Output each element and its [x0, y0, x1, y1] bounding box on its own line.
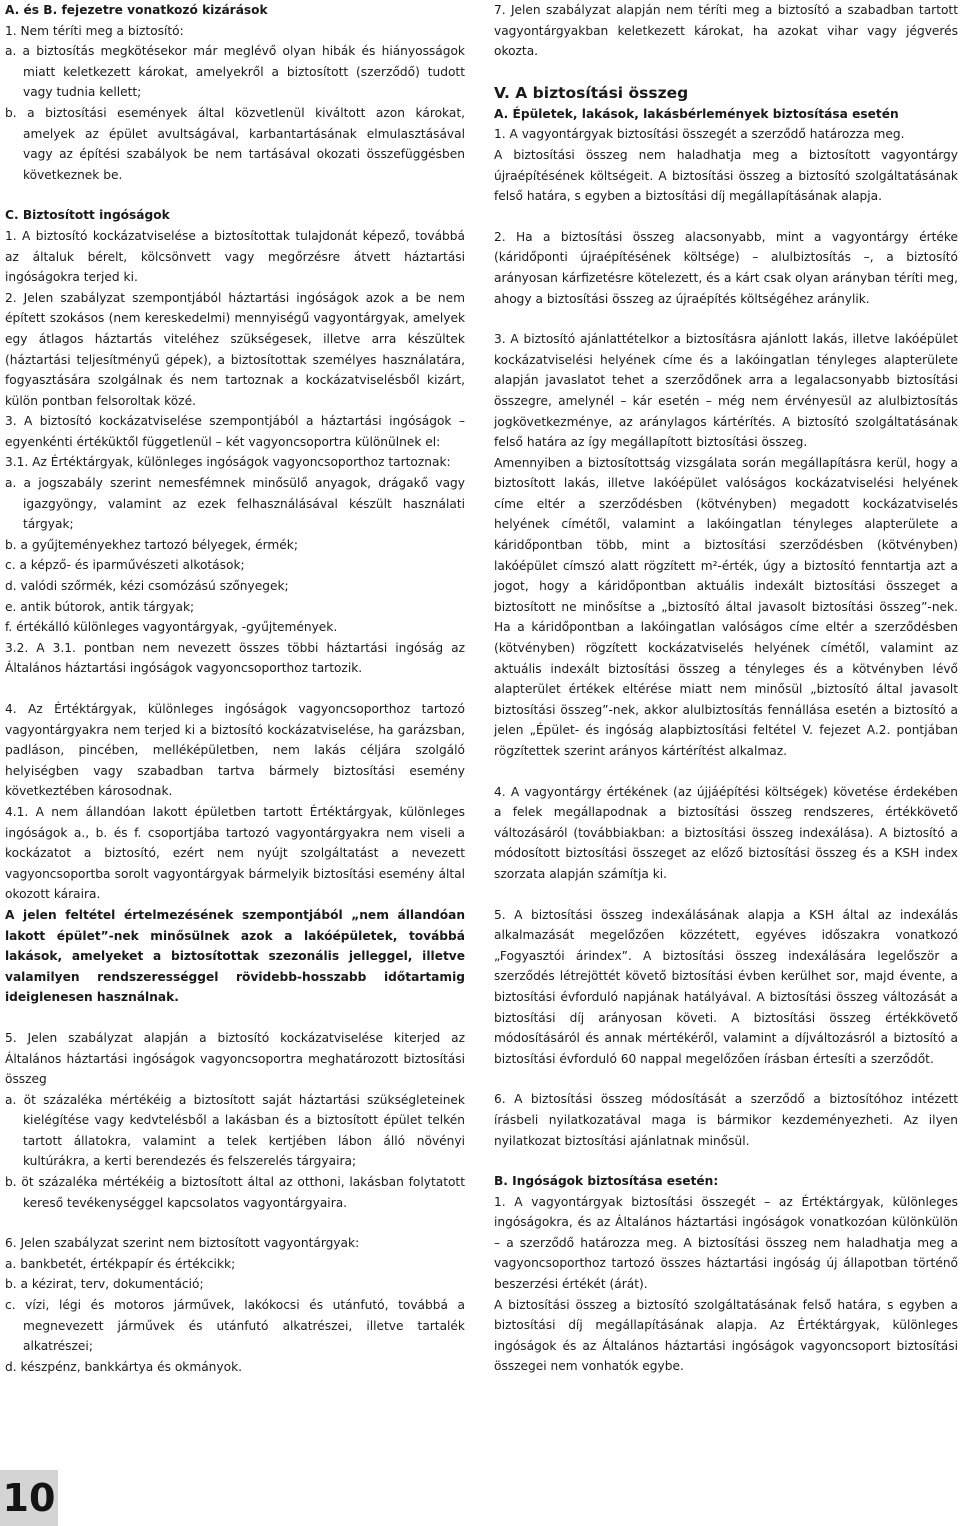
section-heading: C. Biztosított ingóságok — [5, 208, 170, 223]
paragraph: d. készpénz, bankkártya és okmányok. — [5, 1359, 243, 1374]
spacer — [5, 1213, 465, 1233]
paragraph: 1. A vagyontárgyak biztosítási összegét a szerződő határozza meg. — [494, 127, 905, 142]
paragraph: c. a képző- és iparművészeti alkotások; — [5, 558, 245, 573]
paragraph: 3.1. Az Értéktárgyak, különleges ingóságok vagyoncsoporthoz tartoznak: — [5, 455, 451, 470]
spacer — [5, 185, 465, 205]
spacer — [5, 679, 465, 699]
paragraph: f. értékálló különleges vagyontárgyak, -gyűjtemények. — [5, 620, 338, 635]
spacer — [494, 1069, 958, 1089]
paragraph: A jelen feltétel értelmezésének szempontjából „nem állandóan lakott épület”-nek minősülnek azok a lakóépületek, továbbá lakások, amelyeket a biztosítottak szezonális jelleggel, illetve valamilyen rendszerességgel rövidebb-hosszabb időtartamig ideiglenesen használnak. — [5, 907, 465, 1005]
paragraph: 1. Nem téríti meg a biztosító: — [5, 23, 184, 38]
paragraph: a. öt százaléka mértékéig a biztosított saját háztartási szükségleteinek kielégítése vagy kedvtelésből a lakásban és a biztosított épület telkén tartott állatokra, valamint a telek kertjében lábon álló növényi kultúrákra, a kerti berendezés és felszerelés tárgyaira; — [5, 1092, 465, 1169]
right-column — [494, 0, 958, 1377]
section-heading: B. Ingóságok biztosítása esetén: — [494, 1174, 719, 1189]
page-number: 10 — [0, 1470, 58, 1526]
paragraph: b. a kézirat, terv, dokumentáció; — [5, 1277, 204, 1292]
paragraph: a. a jogszabály szerint nemesfémnek minősülő anyagok, drágakő vagy igazgyöngy, valamint az ezek felhasználásával készült használati tárgyak; — [5, 476, 465, 532]
paragraph: c. vízi, légi és motoros járművek, lakókocsi és utánfutó, továbbá a megnevezett járművek és utánfutó alkatrészei, illetve tartalék alkatrészei; — [5, 1298, 465, 1354]
paragraph: A. és B. fejezetre vonatkozó kizárások — [5, 3, 268, 17]
paragraph: 1. A biztosító kockázatviselése a biztosítottak tulajdonát képező, továbbá az általuk bérelt, kölcsönvett vagy megőrzésre átvett háztartási ingóságokra terjed ki. — [5, 228, 465, 285]
spacer — [5, 1008, 465, 1028]
spacer — [494, 62, 958, 82]
spacer — [494, 309, 958, 329]
paragraph: 6. A biztosítási összeg módosítását a szerződő a biztosítóhoz intézett írásbeli nyilatkozatával maga is bármikor kezdeményezheti. Az ilyen nyilatkozat biztosítási ajánlatnak minősül. — [494, 1092, 958, 1148]
spacer — [494, 1151, 958, 1171]
paragraph: a. bankbetét, értékpapír és értékcikk; — [5, 1256, 236, 1271]
paragraph: 2. Ha a biztosítási összeg alacsonyabb, mint a vagyontárgy értéke (káridőponti újraépítésének költsége) – alulbiztosítás –, a biztosító arányosan kárfizetésre kötelezett, és a kárt csak olyan arányban téríti meg, ahogy a biztosítási összeg az újraépítés költségéhez aránylik. — [494, 229, 958, 306]
paragraph: b. a biztosítási események által közvetlenül kiváltott azon károkat, amelyek az épület avultságával, karbantartásának elmulasztásával vagy az építési szabályok be nem tartásával okozati összefüggésben következnek be. — [5, 105, 465, 182]
paragraph: A biztosítási összeg a biztosító szolgáltatásának felső határa, s egyben a biztosítási díj megállapításának alapja. Az Értéktárgyak, különleges ingóságok és az Általános háztartási ingóságok vagyoncsoport biztosítási összegei nem vonhatók egybe. — [494, 1297, 958, 1374]
spacer — [494, 207, 958, 227]
paragraph: 5. A biztosítási összeg indexálásának alapja a KSH által az indexálás alkalmazását megelőzően közzétett, egyéves időszakra vonatkozó „Fogyasztói árindex”. A biztosítási összeg indexálására legelőször a szerződés létrejöttét követő biztosítási évben kerülhet sor, majd évente, a biztosítási évforduló napjának hatályával. A biztosítási összeg változását a biztosítási díj arányosan követi. A biztosítási összeg értékkövető módosításáról és annak mértékéről, valamint a díjváltozásról a biztosító a biztosítási évforduló 60 nappal megelőzően írásban értesíti a szerződőt. — [494, 907, 958, 1066]
paragraph: Amennyiben a biztosítottság vizsgálata során megállapításra kerül, hogy a biztosított lakás, illetve lakóépület valóságos kockázatviselési helyének címe eltér a szerződésben (kötvényben) megadott kockázatviselés helyének címétől, valamint a lakóingatlan tényleges alapterülete a káridőpontban több, mint a biztosítási szerződésben (kötvényben) lakóépület címszó alatt rögzített m²-érték, úgy a biztosító fenntartja azt a jogot, hogy a káridőpontban aktuális indexált biztosítási összeget a biztosított ne minősítse a „biztosító által javasolt biztosítási összeg”-nek. Ha a káridőpontban a lakóingatlan valóságos címe eltér a szerződésben (kötvényben) rögzített kockázatviselés helyének címétől, valamint az aktuális indexált biztosítási összeg a tényleges és a kötvényben lévő alapterület értékek eltérése miatt nem minősül „biztosító által javasolt biztosítási összeg”-nek, akkor alulbiztosítás fennállása esetén a biztosító a jelen „Épület- és ingóság alapbiztosítási feltétel V. fejezet A.2. pontjában rögzítettek szerint arányos kártérítést alkalmaz. — [494, 455, 958, 758]
paragraph: e. antik bútorok, antik tárgyak; — [5, 599, 195, 614]
paragraph: b. öt százaléka mértékéig a biztosított által az otthoni, lakásban folytatott kereső tevékenységgel kapcsolatos vagyontárgyaira. — [5, 1175, 465, 1210]
paragraph: 4.1. A nem állandóan lakott épületben tartott Értéktárgyak, különleges ingóságok a., b. és f. csoportjába tartozó vagyontárgyakra nem viseli a kockázatot a biztosító, ezért nem nyújt szolgáltatást a nevezett vagyoncsoportba sorolt vagyontárgyak bármelyik biztosítási esemény által okozott káraira. — [5, 804, 465, 902]
paragraph: A biztosítási összeg nem haladhatja meg a biztosított vagyontárgy újraépítésének költségeit. A biztosítási összeg a biztosító szolgáltatásának felső határa, s egyben a biztosítási díj megállapításának alapja. — [494, 147, 958, 204]
left-column — [5, 0, 465, 1377]
paragraph: 4. A vagyontárgy értékének (az újjáépítési költségek) követése érdekében a felek megállapodnak a biztosítási összeg rendszeres, értékkövető változásáról (továbbiakban: a biztosítási összeg indexálása). A biztosító a módosított biztosítási összeget az előző biztosítási összeg és a KSH index szorzata alapján számítja ki. — [494, 784, 958, 881]
paragraph: 3.2. A 3.1. pontban nem nevezett összes többi háztartási ingóság az Általános háztartási ingóságok vagyoncsoporthoz tartozik. — [5, 640, 465, 676]
spacer — [494, 885, 958, 905]
paragraph: 6. Jelen szabályzat szerint nem biztosított vagyontárgyak: — [5, 1236, 360, 1251]
paragraph: 1. A vagyontárgyak biztosítási összegét – az Értéktárgyak, különleges ingóságokra, és az Általános háztartási ingóságok vonatkozóan különkülön – a szerződő határozza meg. A biztosítási összeg nem haladhatja meg a vagyoncsoporthoz tartozó összes háztartási ingóság új állapotban történő beszerzési értékét (árát). — [494, 1194, 958, 1292]
paragraph: d. valódi szőrmék, kézi csomózású szőnyegek; — [5, 579, 289, 594]
paragraph: 7. Jelen szabályzat alapján nem téríti meg a biztosító a szabadban tartott vagyontárgyakban keletkezett károkat, ha azokat vihar vagy jégverés okozta. — [494, 3, 958, 59]
paragraph: 4. Az Értéktárgyak, különleges ingóságok vagyoncsoporthoz tartozó vagyontárgyakra nem terjed ki a biztosító kockázatviselése, ha garázsban, padláson, pincében, melléképületben, nem lakás céljára szolgáló helyiségben vagy szabadban tartva bármely biztosítási esemény következtében károsodnak. — [5, 702, 465, 799]
spacer — [494, 762, 958, 782]
paragraph: b. a gyűjteményekhez tartozó bélyegek, érmék; — [5, 537, 298, 552]
paragraph: 5. Jelen szabályzat alapján a biztosító kockázatviselése kiterjed az Általános háztartási ingóságok vagyoncsoportra meghatározott biztosítási összeg — [5, 1030, 465, 1087]
paragraph: 2. Jelen szabályzat szempontjából háztartási ingóságok azok a be nem épített szokásos (nem kereskedelmi) mennyiségű vagyontárgyak, amelyek egy átlagos háztartás viteléhez szükségesek, illetve arra készültek (háztartási teljesítményű gépek), a biztosítottak személyes használatára, fogyasztására szolgálnak és nem tartoznak a kockázatviselésből kizárt, külön pontban felsoroltak közé. — [5, 290, 465, 408]
paragraph: a. a biztosítás megkötésekor már meglévő olyan hibák és hiányosságok miatt keletkezett károkat, amelyekről a biztosított (szerződő) tudott vagy tudnia kellett; — [5, 44, 465, 100]
section-heading: A. Épületek, lakások, lakásbérlemények biztosítása esetén — [494, 106, 899, 121]
paragraph: 3. A biztosító ajánlattételkor a biztosításra ajánlott lakás, illetve lakóépület kockázatviselési helyének címe és a lakóingatlan tényleges alapterülete alapján javaslatot tehet a szerződőnek arra a legalacsonyabb biztosítási összegre, amelynél – kár esetén – még nem érvényesül az alulbiztosítás jogkövetkezménye, az aránylagos kártérítés. A biztosító szolgáltatásának felső határa az így megállapított biztosítási összeg. — [494, 332, 958, 450]
section-heading: V. A biztosítási összeg — [494, 83, 689, 102]
paragraph: 3. A biztosító kockázatviselése szempontjából a háztartási ingóságok – egyenkénti értéküktől függetlenül – két vagyoncsoportra különülnek el: — [5, 414, 465, 449]
